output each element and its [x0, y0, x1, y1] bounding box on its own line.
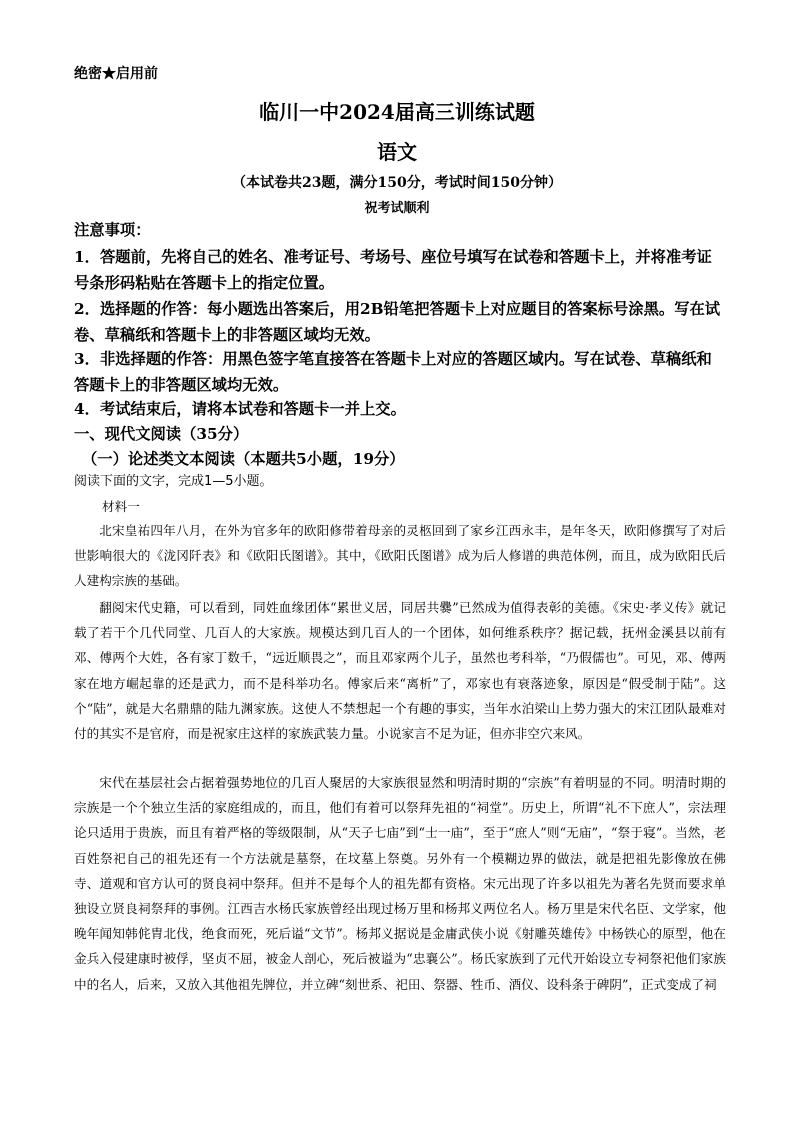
note-item-2: 2．选择题的作答：每小题选出答案后，用2B铅笔把答题卡上对应题目的答案标号涂黑。写在试卷、草稿纸和答题卡上的非答题区域均无效。 — [74, 300, 721, 344]
note-item-1: 1．答题前，先将自己的姓名、准考证号、考场号、座位号填写在试卷和答题卡上，并将准考证号条形码粘贴在答题卡上的指定位置。 — [74, 248, 712, 292]
reading-instruction: 阅读下面的文字，完成1—5小题。 — [74, 474, 273, 489]
subject-title: 语文 — [377, 140, 417, 164]
material-paragraph-1: 北宋皇祐四年八月，在外为官多年的欧阳修带着母亲的灵柩回到了家乡江西永丰，是年冬天，欧阳修撰写了对后世影响很大的《泷冈阡表》和《欧阳氏图谱》。其中，《欧阳氏图谱》成为后人修谱的典范体例，而且，成为欧阳氏后人建构宗族的基础。 — [74, 523, 726, 589]
material-label: 材料一 — [102, 499, 140, 514]
section-heading: 一、现代文阅读（35分） — [74, 425, 249, 443]
subsection-heading: （一）论述类文本阅读（本题共5小题，19分） — [82, 450, 405, 468]
notes-heading: 注意事项： — [74, 221, 151, 239]
material-paragraph-3: 宋代在基层社会占据着强势地位的几百人聚居的大家族很显然和明清时期的“宗族”有着明显的不同。明清时期的宗族是一个个独立生活的家庭组成的，而且，他们有着可以祭拜先祖的“祠堂”。历史上，所谓“礼不下庶人”，宗法理论只适用于贵族，而且有着严格的等级限制，从“天子七庙”到“士一庙”，至于“庶人”则“无庙”，“祭于寝”。当然，老百姓祭祀自己的祖先还有一个方法就是墓祭，在坟墓上祭奠。另外有一个模糊边界的做法，就是把祖先影像放在佛寺、道观和官方认可的贤良祠中祭拜。但并不是每个人的祖先都有资格。宋元出现了许多以祖先为著名先贤而要求单独设立贤良祠祭拜的事例。江西吉水杨氏家族曾经出现过杨万里和杨邦义两位名人。杨万里是宋代名臣、文学家，他晚年闻知韩侂胄北伐，绝食而死，死后谥“文节”。杨邦义据说是金庸武侠小说《射雕英雄传》中杨铁心的原型，他在金兵入侵建康时被俘，坚贞不屈，被金人剖心，死后被谥为“忠襄公”。杨氏家族到了元代开始设立专祠祭祀他们家族中的名人，后来，又放入其他祖先牌位，并立碑“刻世系、祀田、祭器、牲币、酒仪、设科条于碑阴”，正式变成了祠 — [74, 775, 726, 992]
exam-info: （本试卷共23题，满分150分，考试时间150分钟） — [232, 175, 562, 191]
note-item-3: 3．非选择题的作答：用黑色签字笔直接答在答题卡上对应的答题区域内。写在试卷、草稿纸和答题卡上的非答题区域均无效。 — [74, 350, 712, 394]
note-item-4: 4．考试结束后，请将本试卷和答题卡一并上交。 — [74, 400, 406, 418]
confidential-label: 绝密★启用前 — [74, 66, 158, 82]
good-luck-text: 祝考试顺利 — [364, 201, 430, 216]
material-paragraph-2: 翻阅宋代史籍，可以看到，同姓血缘团体“累世义居，同居共爨”已然成为值得表彰的美德。《宋史·孝义传》就记载了若干个几代同堂、几百人的大家族。规模达到几百人的一个团体，如何维系秩序？据记载，抚州金溪县以前有邓、傅两个大姓，各有家丁数千，“远近顺畏之”，而且邓家两个儿子，虽然也考科举，“乃假儒也”。可见，邓、傅两家在地方崛起靠的还是武力，而不是科举功名。傅家后来“离析”了，邓家也有衰落迹象，原因是“假受制于陆”。这个“陆”，就是大名鼎鼎的陆九渊家族。这使人不禁想起一个有趣的事实，当年水泊梁山上势力强大的宋江团队最难对付的其实不是官府，而是祝家庄这样的家族武装力量。小说家言不足为证，但亦非空穴来风。 — [74, 600, 726, 742]
exam-title: 临川一中2024届高三训练试题 — [259, 100, 535, 124]
